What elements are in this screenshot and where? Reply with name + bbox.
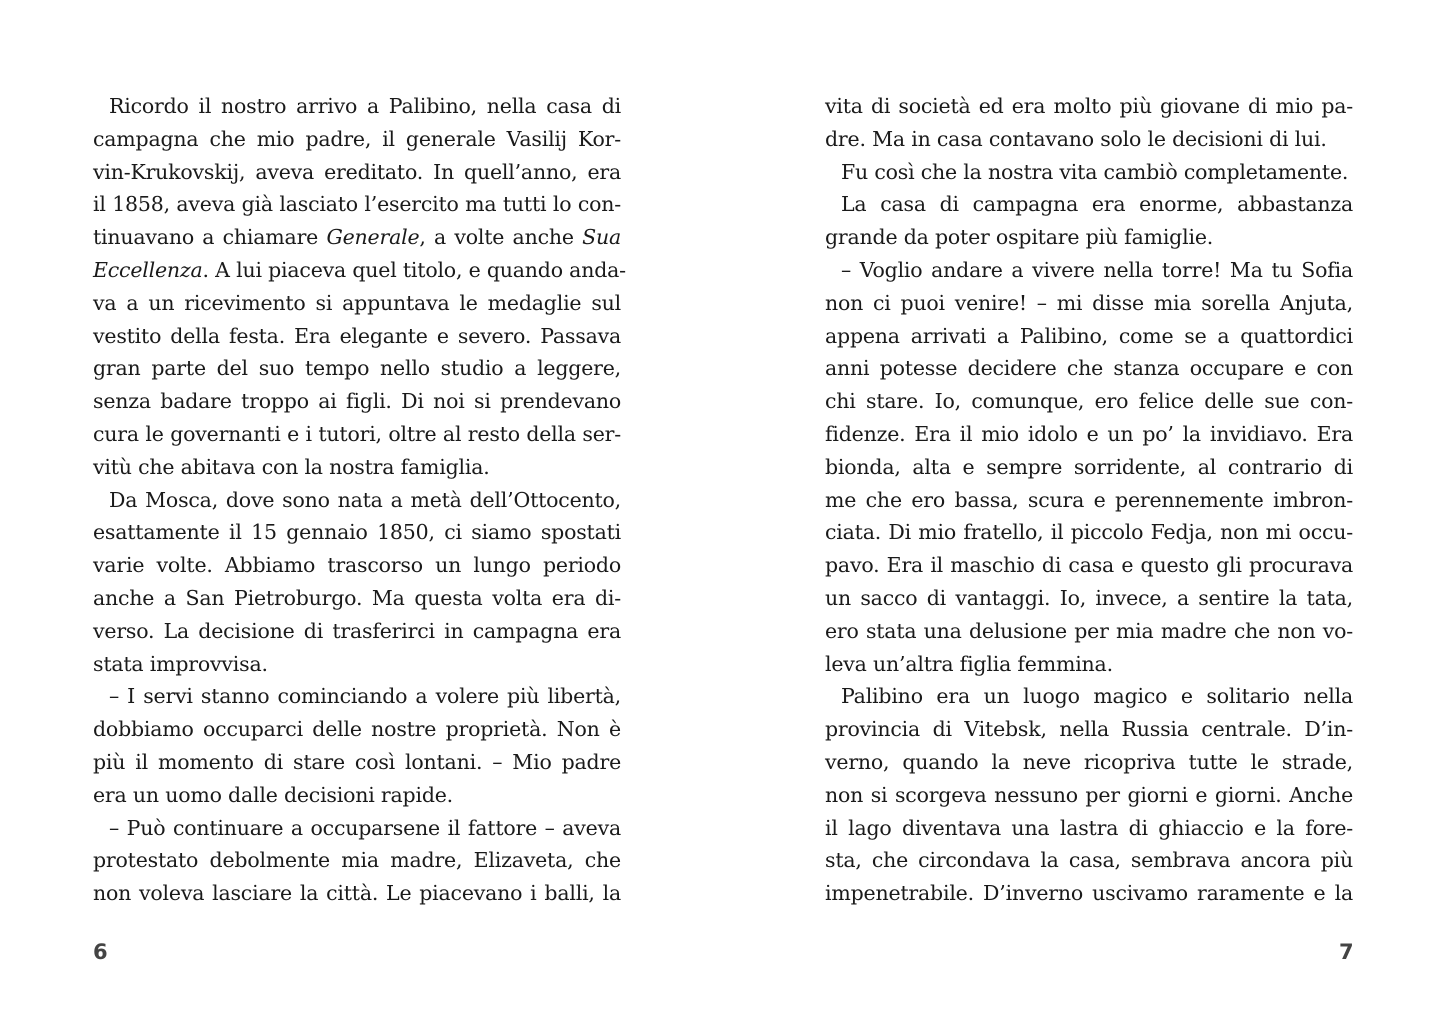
text-line: protestato debolmente mia madre, Elizaveta, che (93, 848, 621, 873)
text-line: leva un’altra figlia femmina. (825, 651, 1113, 676)
text-line: fidenze. Era il mio idolo e un po’ la invidiavo. Era (825, 421, 1353, 446)
left-page-text (93, 90, 626, 910)
text-fragment: , a volte anche (419, 225, 583, 250)
text-line: dre. Ma in casa contavano solo le decisioni di lui. (825, 126, 1327, 151)
text-fragment: . A lui piaceva quel titolo, e quando anda- (202, 257, 626, 282)
text-line: – Voglio andare a vivere nella torre! Ma tu Sofia (841, 257, 1353, 282)
italic-term: Generale (326, 225, 420, 250)
text-line: chi stare. Io, comunque, ero felice delle sue con- (825, 389, 1353, 414)
text-line: vita di società ed era molto più giovane di mio pa- (825, 94, 1353, 118)
text-line: varie volte. Abbiamo trascorso un lungo periodo (93, 553, 621, 578)
text-line: non ci puoi venire! – mi disse mia sorella Anjuta, (825, 290, 1353, 315)
text-line: ciata. Di mio fratello, il piccolo Fedja, non mi occu- (825, 520, 1353, 545)
text-line: stata improvvisa. (93, 651, 268, 676)
text-line: provincia di Vitebsk, nella Russia centrale. D’in- (825, 717, 1353, 742)
text-line: senza badare troppo ai figli. Di noi si prendevano (93, 389, 621, 414)
text-line: Ricordo il nostro arrivo a Palibino, nella casa di (109, 94, 621, 118)
text-line: impenetrabile. D’inverno uscivamo raramente e la (825, 881, 1353, 906)
text-fragment: tinuavano a chiamare (93, 225, 327, 250)
text-line: anche a San Pietroburgo. Ma questa volta era di- (93, 585, 621, 610)
text-line: verso. La decisione di trasferirci in campagna era (93, 618, 621, 643)
text-line: vestito della festa. Era elegante e severo. Passava (93, 323, 621, 348)
right-page-text (825, 90, 1353, 910)
text-line: gran parte del suo tempo nello studio a leggere, (93, 356, 621, 381)
text-line: verno, quando la neve ricopriva tutte le strade, (825, 749, 1353, 774)
text-line: Fu così che la nostra vita cambiò completamente. (841, 159, 1349, 184)
text-line: Palibino era un luogo magico e solitario nella (841, 684, 1353, 709)
text-line: pavo. Era il maschio di casa e questo gli procurava (825, 553, 1353, 578)
page-number-right: 7 (1339, 940, 1354, 964)
text-line: vitù che abitava con la nostra famiglia. (93, 454, 490, 479)
text-line: appena arrivati a Palibino, come se a quattordici (825, 323, 1353, 348)
text-line: dobbiamo occuparci delle nostre proprietà. Non è (93, 717, 621, 742)
italic-term: Eccellenza (93, 257, 203, 282)
text-line: più il momento di stare così lontani. – Mio padre (93, 749, 621, 774)
text-line: campagna che mio padre, il generale Vasilij Kor- (93, 126, 621, 151)
text-line: va a un ricevimento si appuntava le medaglie sul (93, 290, 621, 315)
text-line: vin-Krukovskij, aveva ereditato. In quell’anno, era (93, 159, 621, 184)
text-line: me che ero bassa, scura e perennemente imbron- (825, 487, 1353, 512)
text-line: ero stata una delusione per mia madre che non vo- (825, 618, 1353, 643)
text-line: sta, che circondava la casa, sembrava ancora più (825, 848, 1353, 873)
text-line: non si scorgeva nessuno per giorni e giorni. Anche (825, 782, 1353, 807)
italic-term: Sua (582, 225, 621, 250)
text-line: il lago diventava una lastra di ghiaccio e la fore- (825, 815, 1353, 840)
text-line: – Può continuare a occuparsene il fattore – aveva (109, 815, 621, 840)
text-line: La casa di campagna era enorme, abbastanza (841, 192, 1353, 217)
text-line: un sacco di vantaggi. Io, invece, a sentire la tata, (825, 585, 1353, 610)
text-line (93, 221, 621, 254)
text-line: non voleva lasciare la città. Le piacevano i balli, la (93, 881, 621, 906)
text-line: anni potesse decidere che stanza occupare e con (825, 356, 1353, 381)
text-line: era un uomo dalle decisioni rapide. (93, 782, 453, 807)
text-line: bionda, alta e sempre sorridente, al contrario di (825, 454, 1353, 479)
text-line: – I servi stanno cominciando a volere più libertà, (109, 684, 621, 709)
page-number-left: 6 (93, 940, 108, 964)
text-line: esattamente il 15 gennaio 1850, ci siamo spostati (93, 520, 621, 545)
text-line (93, 254, 626, 287)
text-line: il 1858, aveva già lasciato l’esercito ma tutti lo con- (93, 192, 621, 217)
text-line: grande da poter ospitare più famiglie. (825, 225, 1214, 250)
text-line: cura le governanti e i tutori, oltre al resto della ser- (93, 421, 621, 446)
text-line: Da Mosca, dove sono nata a metà dell’Ottocento, (109, 487, 621, 512)
